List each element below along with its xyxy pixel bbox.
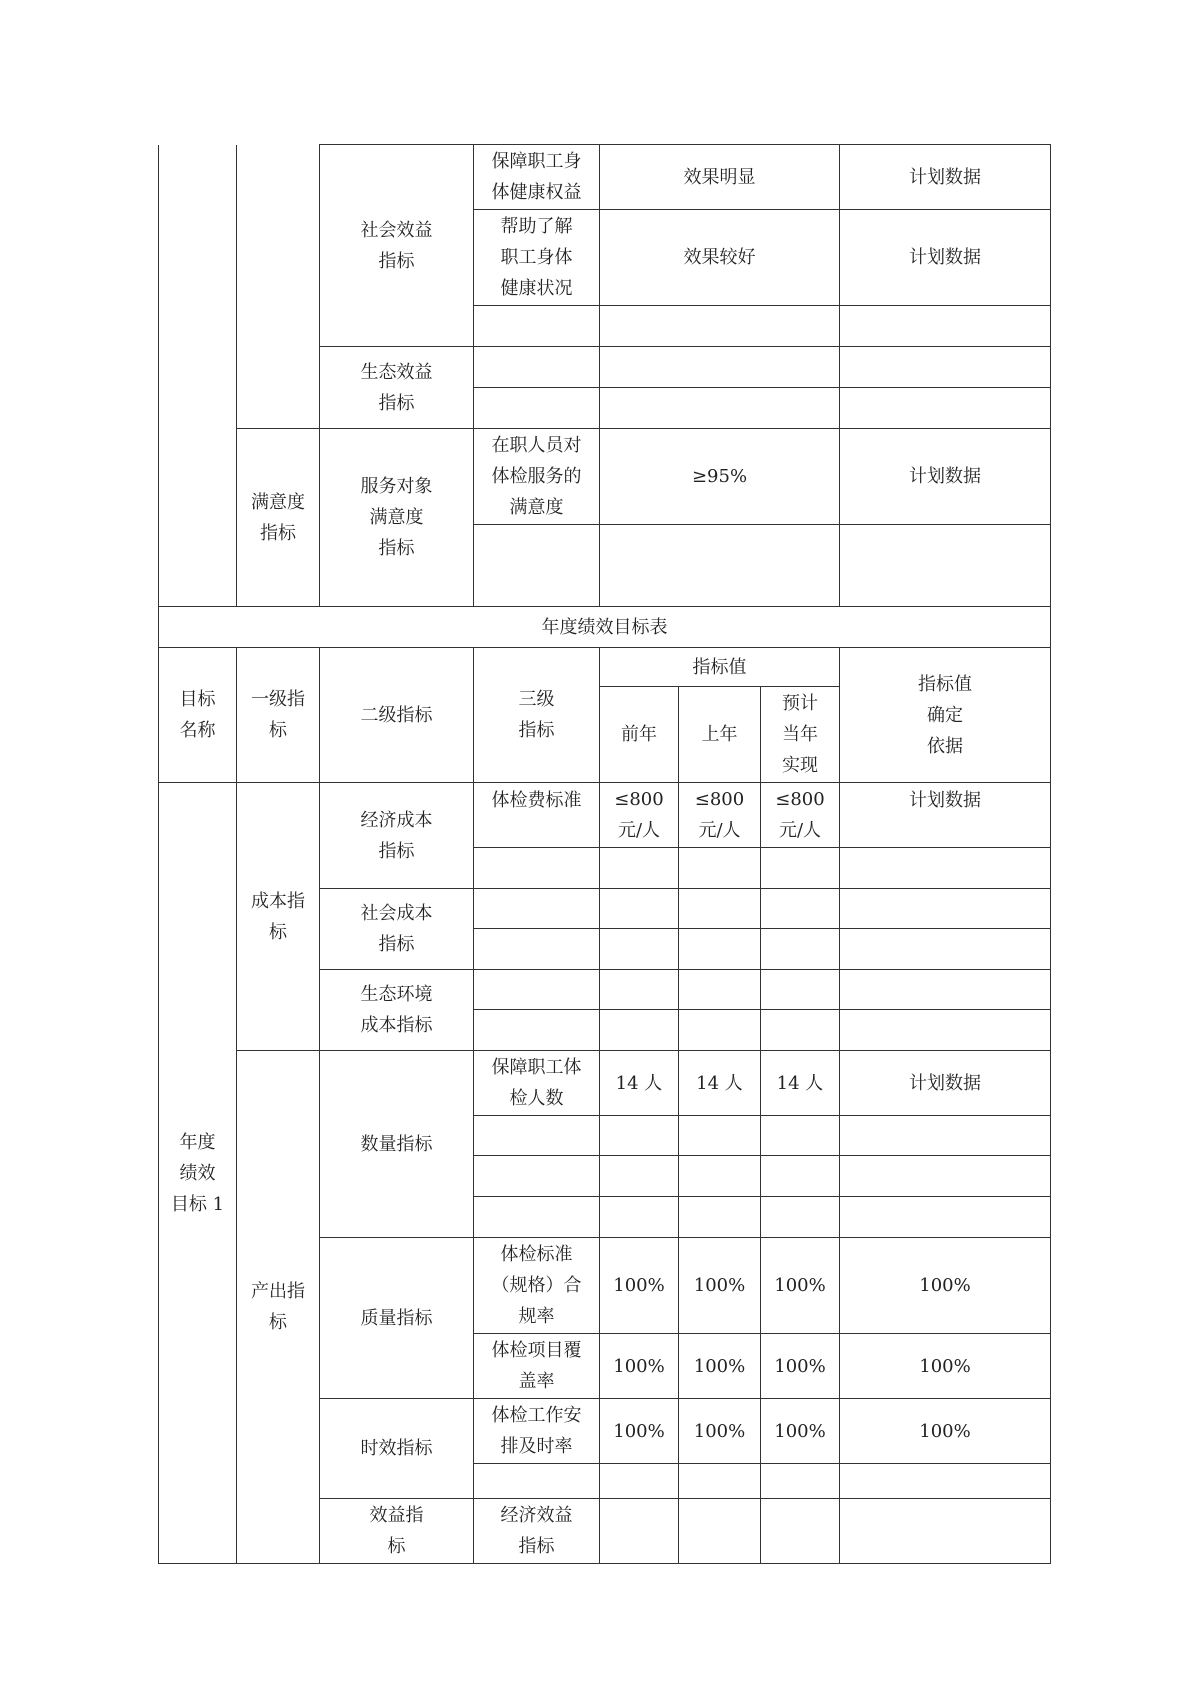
empty-cell — [679, 1156, 761, 1197]
value-help-understand: 效果较好 — [600, 210, 840, 306]
indicator-staff-count: 保障职工体 检人数 — [474, 1051, 600, 1116]
empty-cell — [761, 1464, 840, 1499]
prev-compliance: 100% — [600, 1238, 679, 1334]
empty-cell — [840, 1464, 1051, 1499]
empty-cell — [600, 1197, 679, 1238]
empty-cell — [600, 929, 679, 970]
header-indicator-value: 指标值 — [600, 648, 840, 687]
empty-cell — [840, 1116, 1051, 1156]
last-staff-count: 14 人 — [679, 1051, 761, 1116]
basis-protect-health: 计划数据 — [840, 145, 1051, 210]
eco-benefit-label: 生态效益 指标 — [320, 347, 474, 429]
indicator-help-understand: 帮助了解 职工身体 健康状况 — [474, 210, 600, 306]
last-compliance: 100% — [679, 1238, 761, 1334]
empty-cell — [474, 970, 600, 1010]
basis-timely: 100% — [840, 1399, 1051, 1464]
empty-cell — [679, 1010, 761, 1051]
empty-cell — [761, 1197, 840, 1238]
empty-cell — [761, 970, 840, 1010]
empty-cell — [474, 929, 600, 970]
empty-cell — [840, 306, 1051, 347]
output-level1-label: 产出指 标 — [237, 1051, 320, 1564]
empty-cell — [474, 1010, 600, 1051]
empty-cell — [679, 970, 761, 1010]
empty-cell — [474, 848, 600, 889]
empty-cell — [600, 1010, 679, 1051]
empty-cell — [474, 1464, 600, 1499]
prev-staff-count: 14 人 — [600, 1051, 679, 1116]
empty-cell — [600, 306, 840, 347]
empty-cell — [840, 1156, 1051, 1197]
empty-cell — [474, 306, 600, 347]
basis-help-understand: 计划数据 — [840, 210, 1051, 306]
basis-staff-satisfaction: 计划数据 — [840, 429, 1051, 525]
empty-cell — [840, 1197, 1051, 1238]
basis-staff-count: 计划数据 — [840, 1051, 1051, 1116]
empty-cell — [474, 889, 600, 929]
empty-cell — [679, 1116, 761, 1156]
value-staff-satisfaction: ≥95% — [600, 429, 840, 525]
timeliness-label: 时效指标 — [320, 1399, 474, 1499]
performance-table — [158, 144, 1051, 1564]
indicator-coverage: 体检项目覆 盖率 — [474, 1334, 600, 1399]
empty-cell — [600, 889, 679, 929]
prev-coverage: 100% — [600, 1334, 679, 1399]
empty-cell — [840, 929, 1051, 970]
satisfaction-label: 满意度 指标 — [237, 429, 320, 607]
empty-cell — [679, 1464, 761, 1499]
cost-level1-label: 成本指 标 — [237, 783, 320, 1051]
empty-cell — [840, 848, 1051, 889]
last-coverage: 100% — [679, 1334, 761, 1399]
empty-cell — [600, 848, 679, 889]
indicator-protect-health: 保障职工身 体健康权益 — [474, 145, 600, 210]
indicator-timely: 体检工作安 排及时率 — [474, 1399, 600, 1464]
header-level3: 三级 指标 — [474, 648, 600, 783]
benefit-level1-cell-continued — [237, 145, 320, 429]
basis-compliance: 100% — [840, 1238, 1051, 1334]
empty-cell — [474, 388, 600, 429]
empty-cell — [761, 1116, 840, 1156]
social-cost-label: 社会成本 指标 — [320, 889, 474, 970]
indicator-staff-satisfaction: 在职人员对 体检服务的 满意度 — [474, 429, 600, 525]
empty-cell — [600, 1156, 679, 1197]
empty-cell — [761, 1010, 840, 1051]
empty-cell — [840, 1010, 1051, 1051]
annual-performance-title: 年度绩效目标表 — [159, 607, 1051, 648]
empty-cell — [474, 1197, 600, 1238]
empty-cell — [840, 889, 1051, 929]
quality-label: 质量指标 — [320, 1238, 474, 1399]
expected-coverage: 100% — [761, 1334, 840, 1399]
header-last-year: 上年 — [679, 687, 761, 783]
header-goal-name: 目标 名称 — [159, 648, 237, 783]
social-benefit-label: 社会效益 指标 — [320, 145, 474, 347]
empty-cell — [840, 347, 1051, 388]
header-prev-year: 前年 — [600, 687, 679, 783]
expected-timely: 100% — [761, 1399, 840, 1464]
header-level1: 一级指 标 — [237, 648, 320, 783]
goal-annual-1: 年度 绩效 目标 1 — [159, 783, 237, 1564]
empty-cell — [679, 889, 761, 929]
empty-cell — [840, 1499, 1051, 1564]
quantity-label: 数量指标 — [320, 1051, 474, 1238]
empty-cell — [600, 1464, 679, 1499]
basis-exam-fee: 计划数据 — [840, 783, 1051, 848]
last-timely: 100% — [679, 1399, 761, 1464]
economic-cost-label: 经济成本 指标 — [320, 783, 474, 889]
last-exam-fee: ≤800 元/人 — [679, 783, 761, 848]
empty-cell — [474, 1156, 600, 1197]
expected-exam-fee: ≤800 元/人 — [761, 783, 840, 848]
goal-name-cell-continued — [159, 145, 237, 607]
basis-coverage: 100% — [840, 1334, 1051, 1399]
empty-cell — [840, 525, 1051, 607]
empty-cell — [474, 347, 600, 388]
empty-cell — [761, 848, 840, 889]
expected-compliance: 100% — [761, 1238, 840, 1334]
empty-cell — [679, 1197, 761, 1238]
empty-cell — [600, 1116, 679, 1156]
value-protect-health: 效果明显 — [600, 145, 840, 210]
empty-cell — [679, 848, 761, 889]
expected-staff-count: 14 人 — [761, 1051, 840, 1116]
indicator-exam-fee: 体检费标准 — [474, 783, 600, 848]
indicator-compliance: 体检标准 （规格）合 规率 — [474, 1238, 600, 1334]
empty-cell — [679, 929, 761, 970]
empty-cell — [840, 970, 1051, 1010]
empty-cell — [600, 388, 840, 429]
economic-benefit-label: 经济效益 指标 — [474, 1499, 600, 1564]
empty-cell — [600, 525, 840, 607]
empty-cell — [761, 929, 840, 970]
empty-cell — [761, 1156, 840, 1197]
empty-cell — [474, 1116, 600, 1156]
empty-cell — [600, 347, 840, 388]
prev-timely: 100% — [600, 1399, 679, 1464]
empty-cell — [761, 889, 840, 929]
header-expected: 预计 当年 实现 — [761, 687, 840, 783]
empty-cell — [474, 525, 600, 607]
header-level2: 二级指标 — [320, 648, 474, 783]
prev-exam-fee: ≤800 元/人 — [600, 783, 679, 848]
empty-cell — [679, 1499, 761, 1564]
empty-cell — [761, 1499, 840, 1564]
service-satisfaction-label: 服务对象 满意度 指标 — [320, 429, 474, 607]
eco-cost-label: 生态环境 成本指标 — [320, 970, 474, 1051]
empty-cell — [600, 970, 679, 1010]
empty-cell — [600, 1499, 679, 1564]
empty-cell — [840, 388, 1051, 429]
header-basis: 指标值 确定 依据 — [840, 648, 1051, 783]
benefit-level1-label: 效益指 标 — [320, 1499, 474, 1564]
